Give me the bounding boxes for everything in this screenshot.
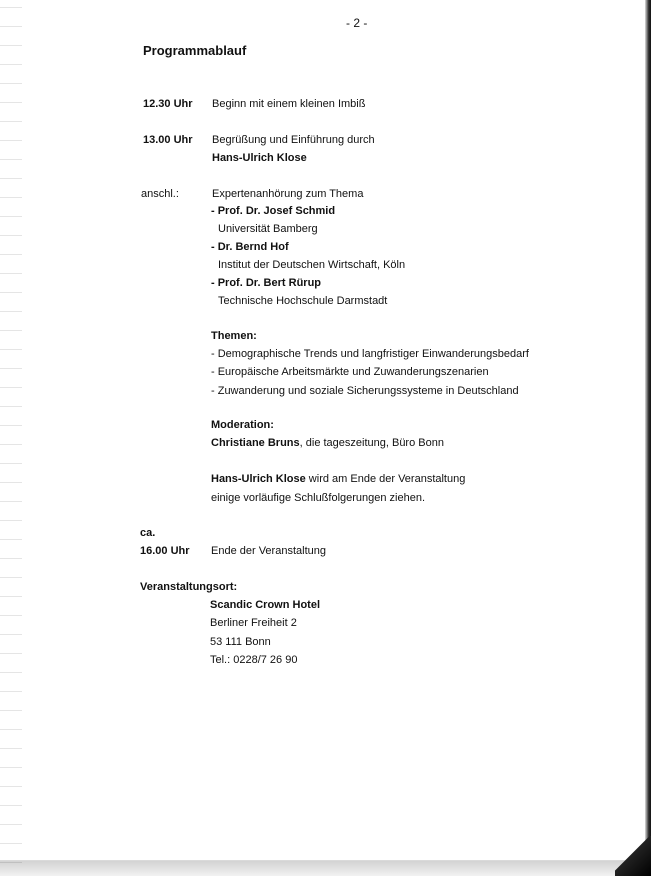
expert-name: - Prof. Dr. Josef Schmid (211, 205, 336, 217)
closing-note-name: Hans-Ulrich Klose (211, 473, 306, 485)
closing-note-line1 (211, 473, 465, 485)
page-heading: Programmablauf (143, 43, 247, 58)
expert-institution: Universität Bamberg (218, 223, 318, 235)
moderation-label: Moderation: (211, 419, 274, 431)
scan-artifact-right (645, 0, 651, 876)
closing-note-rest: wird am Ende der Veranstaltung (305, 473, 466, 485)
schedule-time: 13.00 Uhr (143, 134, 193, 146)
expert-name: - Prof. Dr. Bert Rürup (211, 277, 322, 289)
end-text: Ende der Veranstaltung (211, 545, 326, 557)
venue-name: Scandic Crown Hotel (210, 599, 321, 611)
venue-city: 53 111 Bonn (210, 636, 271, 648)
moderation-line (211, 437, 444, 449)
themes-label: Themen: (211, 330, 257, 342)
expert-institution: Technische Hochschule Darmstadt (218, 295, 388, 307)
venue-street: Berliner Freiheit 2 (210, 617, 297, 629)
moderator-affiliation: , die tageszeitung, Büro Bonn (299, 437, 444, 449)
theme-item: - Europäische Arbeitsmärkte und Zuwanderungszenarien (211, 366, 489, 378)
expert-institution: Institut der Deutschen Wirtschaft, Köln (218, 259, 406, 271)
moderator-name: Christiane Bruns (211, 437, 300, 449)
schedule-text: Begrüßung und Einführung durch (212, 134, 375, 146)
end-ca: ca. (140, 527, 156, 539)
schedule-speaker: Hans-Ulrich Klose (212, 152, 307, 164)
page-number: - 2 - (346, 16, 368, 30)
theme-item: - Zuwanderung und soziale Sicherungssysteme in Deutschland (211, 385, 519, 397)
closing-note-line2: einige vorläufige Schlußfolgerungen ziehen. (211, 492, 426, 504)
expert-name: - Dr. Bernd Hof (211, 241, 289, 253)
scan-artifact-corner (615, 836, 651, 876)
scan-artifact-left (0, 0, 22, 876)
schedule-time: anschl.: (141, 188, 179, 200)
scan-artifact-bottom (0, 836, 651, 876)
schedule-time: 12.30 Uhr (143, 98, 193, 110)
schedule-text: Expertenanhörung zum Thema (212, 188, 364, 200)
end-time: 16.00 Uhr (140, 545, 190, 557)
venue-label: Veranstaltungsort: (140, 581, 238, 593)
schedule-text: Beginn mit einem kleinen Imbiß (212, 98, 366, 110)
venue-phone: Tel.: 0228/7 26 90 (210, 654, 298, 666)
theme-item: - Demographische Trends und langfristiger Einwanderungsbedarf (211, 348, 529, 360)
